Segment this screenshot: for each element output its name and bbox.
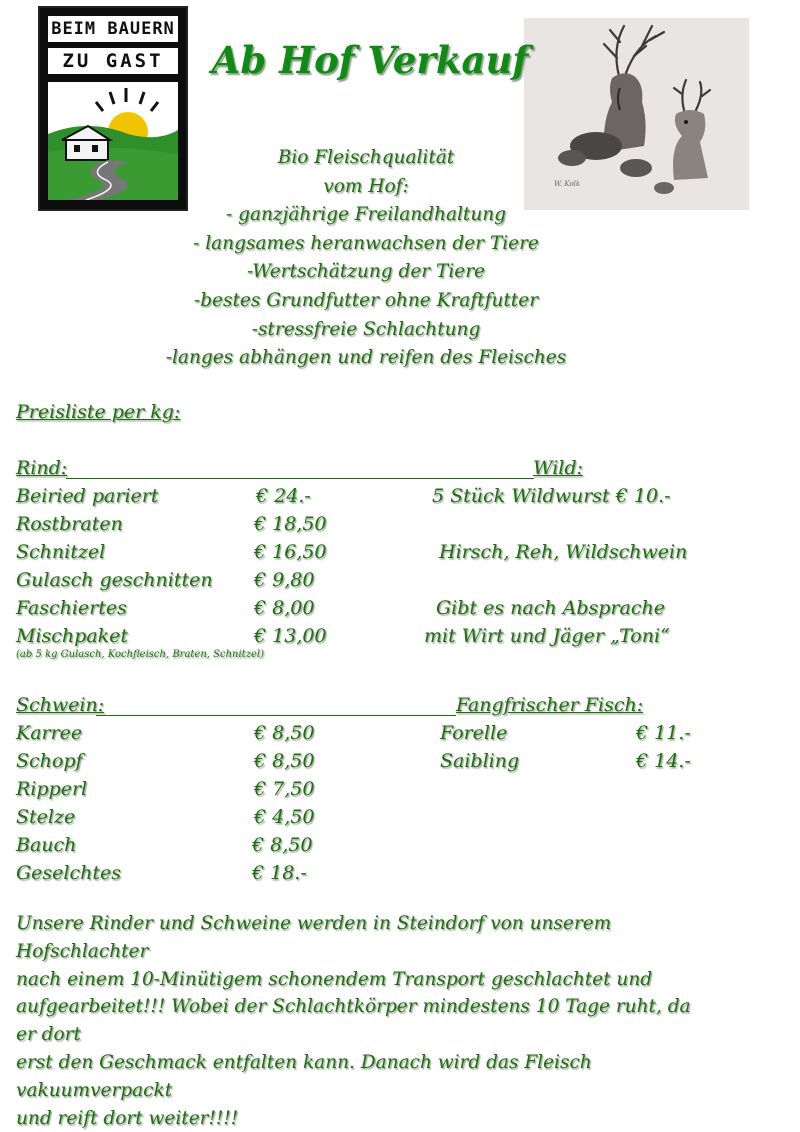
schwein-item-name: Schopf — [16, 750, 83, 772]
rind-item-name: Faschiertes — [16, 597, 127, 619]
intro-line: vom Hof: — [323, 175, 409, 197]
schwein-item-price: € 18.- — [252, 862, 307, 884]
schwein-item-name: Geselchtes — [16, 862, 122, 884]
intro-line: -stressfreie Schlachtung — [251, 318, 481, 340]
wild-line: mit Wirt und Jäger „Toni“ — [424, 625, 670, 647]
fisch-item-name: Forelle — [440, 722, 508, 744]
intro-line: - ganzjährige Freilandhaltung — [226, 204, 506, 226]
rind-item-price: € 9,80 — [254, 569, 315, 591]
schwein-item-price: € 8,50 — [254, 722, 315, 744]
paragraph-line: nach einem 10-Minütigem schonendem Transport geschlachtet und — [16, 968, 653, 990]
schwein-item-price: € 8,50 — [254, 750, 315, 772]
schwein-item-name: Karree — [16, 722, 83, 744]
fisch-item-name: Saibling — [440, 750, 520, 772]
heading-underline — [96, 715, 456, 716]
rind-item-price: € 18,50 — [254, 513, 327, 535]
schwein-item-price: € 7,50 — [254, 778, 315, 800]
intro-line: -langes abhängen und reifen des Fleisches — [165, 347, 567, 369]
paragraph-line: und reift dort weiter!!!! — [16, 1107, 239, 1129]
schwein-item-name: Ripperl — [16, 778, 88, 800]
wild-line: Gibt es nach Absprache — [436, 597, 665, 619]
schwein-heading: Schwein: — [16, 694, 105, 716]
logo-line-1: BEIM BAUERN — [48, 16, 178, 42]
wild-line: 5 Stück Wildwurst € 10.- — [432, 485, 671, 507]
schwein-item-name: Stelze — [16, 806, 76, 828]
rind-item-name: Beiried pariert — [16, 485, 159, 507]
logo-line-2: ZU GAST — [48, 48, 178, 74]
heading-underline — [66, 478, 534, 479]
mischpaket-note: (ab 5 kg Gulasch, Kochfleisch, Braten, Schnitzel) — [16, 649, 264, 660]
artist-signature: W. Kolk — [554, 180, 581, 188]
paragraph-line: Unsere Rinder und Schweine werden in Steindorf von unserem Hofschlachter — [16, 913, 612, 962]
rind-item-price: € 16,50 — [254, 541, 327, 563]
fisch-item-price: € 14.- — [636, 750, 691, 772]
fisch-item-price: € 11.- — [636, 722, 691, 744]
intro-line: -Wertschätzung der Tiere — [246, 261, 486, 283]
fisch-heading: Fangfrischer Fisch: — [456, 694, 644, 716]
rind-item-name: Gulasch geschnitten — [16, 569, 213, 591]
pricelist-heading: Preisliste per kg: — [16, 401, 181, 423]
paragraph-line: erst den Geschmack entfalten kann. Danach wird das Fleisch vakuumverpackt — [16, 1051, 592, 1101]
rind-item-price: € 8,00 — [254, 597, 315, 619]
intro-line: Bio Fleischqualität — [277, 147, 455, 168]
wild-heading: Wild: — [533, 457, 583, 479]
rind-item-price: € 13,00 — [254, 625, 327, 647]
schwein-item-price: € 8,50 — [252, 834, 313, 856]
rind-item-name: Schnitzel — [16, 541, 106, 563]
slaughter-info-paragraph — [16, 910, 716, 1132]
rind-item-price: € 24.- — [256, 485, 311, 507]
intro-line: - langsames heranwachsen der Tiere — [193, 232, 539, 254]
rind-item-name: Mischpaket — [16, 625, 129, 647]
schwein-item-name: Bauch — [16, 834, 77, 856]
rind-heading: Rind: — [16, 457, 68, 479]
page-title: Ab Hof Verkauf — [211, 38, 529, 82]
rind-item-name: Rostbraten — [16, 513, 123, 535]
paragraph-line: aufgearbeitet!!! Wobei der Schlachtkörper mindestens 10 Tage ruht, da er dort — [16, 996, 691, 1046]
wild-line: Hirsch, Reh, Wildschwein — [439, 541, 688, 563]
intro-line: -bestes Grundfutter ohne Kraftfutter — [193, 289, 539, 311]
schwein-item-price: € 4,50 — [254, 806, 315, 828]
intro-text — [90, 144, 642, 373]
